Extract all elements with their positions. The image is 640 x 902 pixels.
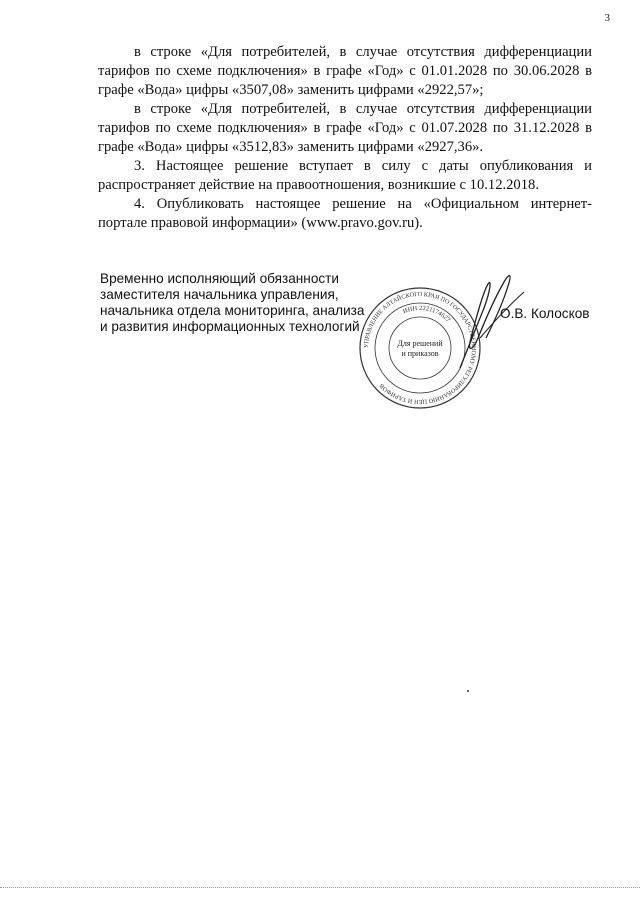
stamp-center-line-2: и приказов (401, 349, 439, 358)
position-line: и развития информационных технологий (100, 319, 360, 334)
page-number: 3 (604, 12, 610, 24)
paragraph-amendment-2: в строке «Для потребителей, в случае отсутствия дифференциации тарифов по схеме подключения» в графе «Год» с 01.07.2028 по 31.12.2028 в графе «Вода» цифры «3512,83» заменить цифрами «2927,36». (98, 101, 592, 155)
document-body (98, 43, 592, 233)
stamp-outer-text: УПРАВЛЕНИЕ АЛТАЙСКОГО КРАЯ ПО ГОСУДАРСТВЕННОМУ РЕГУЛИРОВАНИЮ ЦЕН И ТАРИФОВ (362, 290, 478, 406)
signatory-name: О.В. Колосков (500, 306, 590, 321)
paragraph-publication: 4. Опубликовать настоящее решение на «Официальном интернет-портале правовой информации» (www.pravo.gov.ru). (98, 196, 592, 231)
stamp-inn-text: ИНН 2221174627 (401, 304, 452, 324)
signatory-position (100, 271, 380, 335)
paragraph-amendment-1: в строке «Для потребителей, в случае отсутствия дифференциации тарифов по схеме подключения» в графе «Год» с 01.01.2028 по 30.06.2028 в графе «Вода» цифры «3507,08» заменить цифрами «2922,57»; (98, 44, 592, 98)
stamp-center-line-1: Для решений (397, 339, 443, 348)
page-bottom-edge (0, 887, 640, 888)
paragraph-effective-date: 3. Настоящее решение вступает в силу с даты опубликования и распространяет действие на правоотношения, возникшие с 10.12.2018. (98, 158, 592, 193)
position-line: Временно исполняющий обязанности (100, 271, 339, 286)
scan-speck (467, 690, 469, 692)
handwritten-signature (440, 268, 530, 378)
position-line: начальника отдела мониторинга, анализа (100, 303, 365, 318)
position-line: заместителя начальника управления, (100, 287, 339, 302)
